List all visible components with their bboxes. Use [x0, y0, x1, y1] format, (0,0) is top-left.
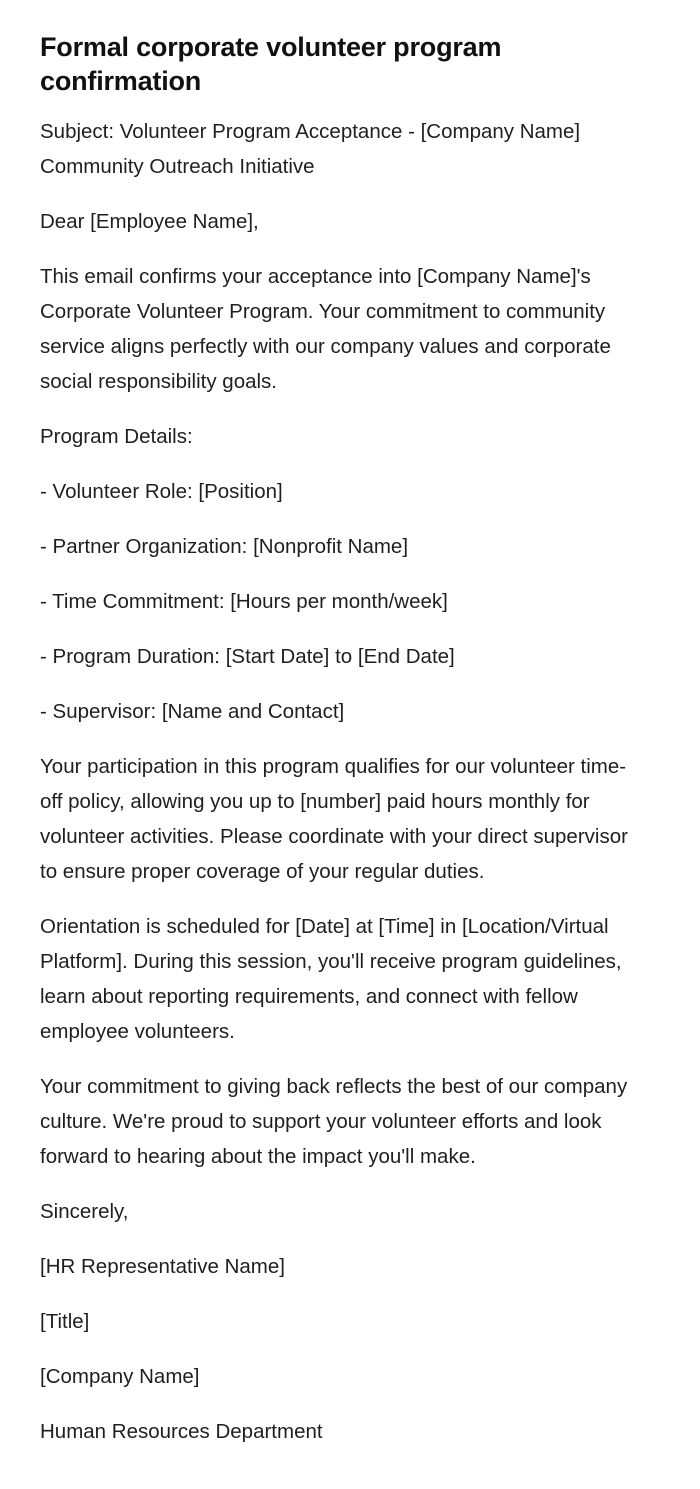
- detail-program-duration: - Program Duration: [Start Date] to [End Date]: [40, 645, 455, 668]
- detail-supervisor: - Supervisor: [Name and Contact]: [40, 700, 345, 723]
- intro-paragraph: This email confirms your acceptance into [Company Name]'s Corporate Volunteer Program. Your commitment to community service aligns perfectly with our company values and corporate social responsibility goals.: [40, 265, 611, 393]
- detail-volunteer-role: - Volunteer Role: [Position]: [40, 480, 283, 503]
- page-title: Formal corporate volunteer program confirmation: [40, 32, 502, 96]
- salutation: Dear [Employee Name],: [40, 210, 259, 233]
- signature-department: Human Resources Department: [40, 1420, 323, 1443]
- closing-paragraph: Your commitment to giving back reflects the best of our company culture. We're proud to support your volunteer efforts and look forward to hearing about the impact you'll make.: [40, 1075, 628, 1168]
- orientation-paragraph: Orientation is scheduled for [Date] at [Time] in [Location/Virtual Platform]. During this session, you'll receive program guidelines, learn about reporting requirements, and connect with fellow employee volunteers.: [40, 915, 622, 1043]
- signature-title: [Title]: [40, 1310, 90, 1333]
- subject-line: Subject: Volunteer Program Acceptance - [Company Name] Community Outreach Initiative: [40, 120, 581, 178]
- detail-partner-organization: - Partner Organization: [Nonprofit Name]: [40, 535, 409, 558]
- sign-off: Sincerely,: [40, 1200, 129, 1223]
- signature-company-name: [Company Name]: [40, 1365, 200, 1388]
- program-details-heading: Program Details:: [40, 425, 193, 448]
- detail-time-commitment: - Time Commitment: [Hours per month/week]: [40, 590, 448, 613]
- document-body: [40, 114, 640, 1449]
- signature-representative-name: [HR Representative Name]: [40, 1255, 285, 1278]
- time-off-policy-paragraph: Your participation in this program qualifies for our volunteer time-off policy, allowing you up to [number] paid hours monthly for volunteer activities. Please coordinate with your direct supervisor to ensure proper coverage of your regular duties.: [40, 755, 628, 883]
